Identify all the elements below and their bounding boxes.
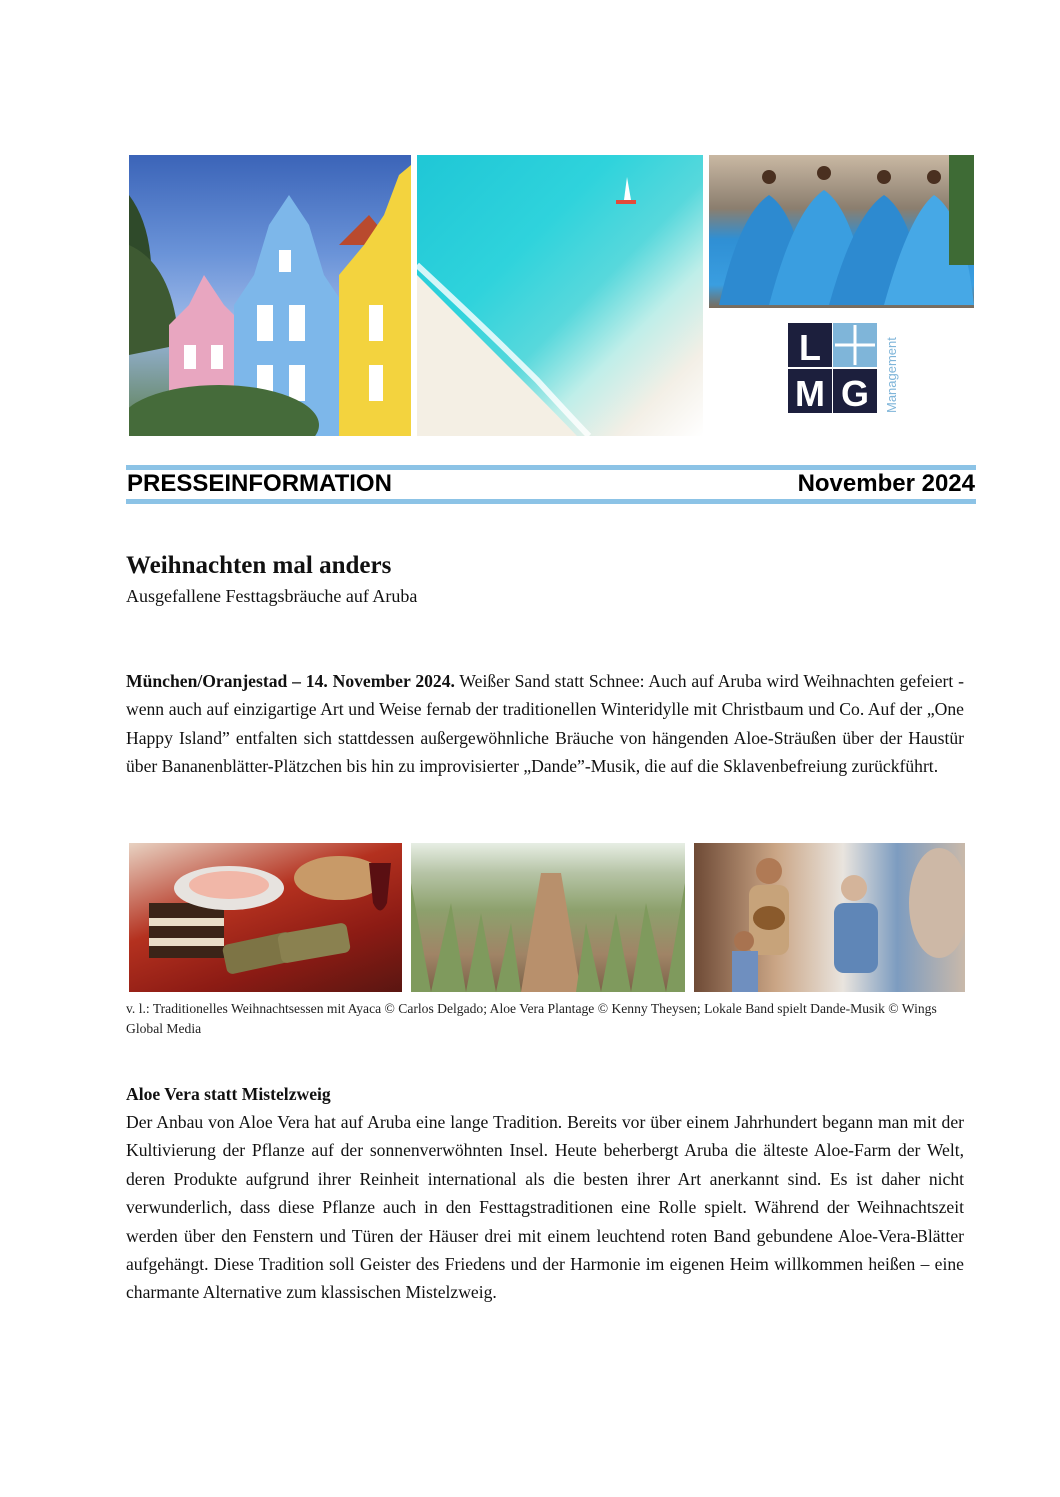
logo-letter-m: M [795, 373, 825, 414]
logo-letter-g: G [840, 373, 870, 414]
aloe-illustration [411, 843, 685, 992]
logo-letter-l: L [799, 327, 821, 368]
logo-side-text: Management [884, 337, 899, 413]
lead-dateline: München/Oranjestad – 14. November 2024. [126, 671, 455, 691]
section-title: Aloe Vera statt Mistelzweig [126, 1084, 331, 1104]
lmg-logo [788, 323, 908, 415]
press-label: PRESSEINFORMATION [127, 470, 392, 497]
band-illustration [694, 843, 965, 992]
article-title: Weihnachten mal anders [126, 552, 392, 579]
photo-caption: v. l.: Traditionelles Weihnachtsessen mit Ayaca © Carlos Delgado; Aloe Vera Plantage © Kenny Theysen; Lokale Band spielt Dande-Musik © Wings Global Media [126, 1001, 937, 1036]
photo-folk-dancers [709, 155, 974, 308]
beach-illustration [417, 155, 703, 436]
photo-aloe-plantation [411, 843, 685, 992]
photo-beach-aerial [417, 155, 703, 436]
lead-text: Weißer Sand statt Schnee: Auch auf Aruba wird Weihnachten gefeiert - wenn auch auf einzigartige Art und Weise fernab der traditionellen Winteridylle mit Christbaum und Co. Auf der „One Happy Island” entfalten sich stattdessen außergewöhnliche Bräuche von hängenden Aloe-Sträußen über der Haustür über Bananenblätter-Plätzchen bis hin zu improvisierter „Dande”-Musik, die auf die Sklavenbefreiung zurückführt. [126, 671, 964, 777]
lead-paragraph [126, 667, 964, 781]
houses-illustration [129, 155, 411, 436]
food-illustration [129, 843, 402, 992]
lmg-logo-mark [788, 323, 908, 415]
photo-colorful-houses [129, 155, 411, 436]
section-body: Der Anbau von Aloe Vera hat auf Aruba eine lange Tradition. Bereits vor über einem Jahrhundert begann man mit der Kultivierung der Pflanze auf der sonnenverwöhnten Insel. Heute beherbergt Aruba die älteste Aloe-Farm der Welt, deren Produkte aufgrund ihrer Reinheit international als die besten ihrer Art anerkannt sind. Es ist daher nicht verwunderlich, dass diese Pflanze auch in den Festtagstraditionen eine Rolle spielt. Während der Weihnachtszeit werden über den Fenstern und Türen der Häuser drei mit einem leuchtend roten Band gebundene Aloe-Vera-Blätter aufgehängt. Diese Tradition soll Geister des Friedens und der Harmonie im eigenen Heim willkommen heißen – eine charmante Alternative zum klassischen Mistelzweig. [126, 1112, 964, 1303]
photo-local-band [694, 843, 965, 992]
article-subtitle: Ausgefallene Festtagsbräuche auf Aruba [126, 586, 418, 606]
header-rule-bottom [126, 499, 976, 504]
photo-christmas-food [129, 843, 402, 992]
press-date: November 2024 [797, 470, 975, 497]
dancers-illustration [709, 155, 974, 308]
